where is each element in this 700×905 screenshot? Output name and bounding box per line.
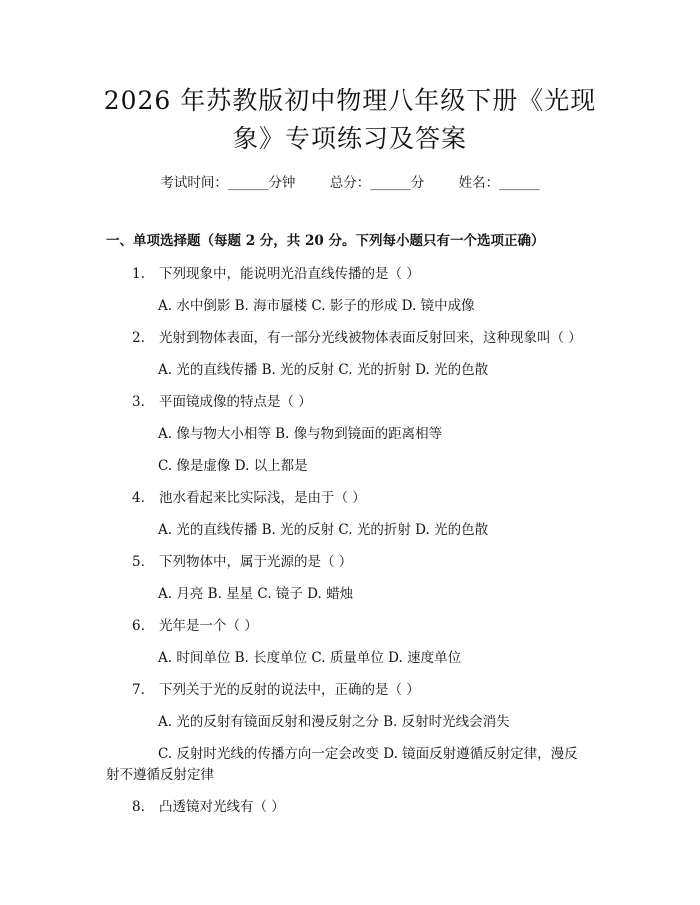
question-1 bbox=[132, 262, 420, 282]
question-2 bbox=[132, 326, 582, 346]
question-number: 6. bbox=[132, 618, 145, 634]
question-stem: 池水看起来比实际浅，是由于（ ） bbox=[159, 490, 366, 506]
section-heading: 一、单项选择题（每题 2 分，共 20 分。下列每小题只有一个选项正确） bbox=[106, 233, 545, 249]
title-line-2: 象》专项练习及答案 bbox=[232, 124, 467, 153]
question-4-options: A. 光的直线传播 B. 光的反射 C. 光的折射 D. 光的色散 bbox=[158, 522, 489, 538]
question-3-options-line-2: C. 像是虚像 D. 以上都是 bbox=[158, 458, 308, 474]
question-5-options: A. 月亮 B. 星星 C. 镜子 D. 蜡烛 bbox=[158, 586, 354, 602]
question-7-options-line-1: A. 光的反射有镜面反射和漫反射之分 B. 反射时光线会消失 bbox=[158, 714, 510, 730]
question-4 bbox=[132, 486, 366, 506]
question-2-options: A. 光的直线传播 B. 光的反射 C. 光的折射 D. 光的色散 bbox=[158, 362, 489, 378]
question-1-options: A. 水中倒影 B. 海市蜃楼 C. 影子的形成 D. 镜中成像 bbox=[158, 298, 475, 314]
question-stem: 凸透镜对光线有（ ） bbox=[159, 799, 285, 815]
exam-info-line: 考试时间：______分钟 总分：______分 姓名：______ bbox=[160, 175, 540, 191]
question-number: 2. bbox=[132, 330, 145, 346]
question-5 bbox=[132, 550, 352, 570]
question-stem: 下列关于光的反射的说法中，正确的是（ ） bbox=[159, 682, 420, 698]
question-6 bbox=[132, 614, 258, 634]
question-stem: 平面镜成像的特点是（ ） bbox=[159, 394, 312, 410]
question-7-options-line-3: 射不遵循反射定律 bbox=[106, 767, 214, 783]
document-title bbox=[90, 82, 610, 158]
question-stem: 下列现象中，能说明光沿直线传播的是（ ） bbox=[159, 266, 420, 282]
question-7-options-line-2: C. 反射时光线的传播方向一定会改变 D. 镜面反射遵循反射定律，漫反 bbox=[158, 746, 578, 762]
question-number: 8. bbox=[132, 799, 145, 815]
question-stem: 光年是一个（ ） bbox=[159, 618, 258, 634]
question-3 bbox=[132, 390, 312, 410]
question-number: 7. bbox=[132, 682, 145, 698]
question-7 bbox=[132, 678, 420, 698]
question-number: 1. bbox=[132, 266, 145, 282]
question-stem: 下列物体中，属于光源的是（ ） bbox=[159, 554, 353, 570]
question-8 bbox=[132, 795, 285, 815]
title-line-1: 2026 年苏教版初中物理八年级下册《光现 bbox=[103, 86, 597, 115]
question-6-options: A. 时间单位 B. 长度单位 C. 质量单位 D. 速度单位 bbox=[158, 650, 462, 666]
question-stem: 光射到物体表面，有一部分光线被物体表面反射回来，这种现象叫（ ） bbox=[159, 330, 582, 346]
question-number: 5. bbox=[132, 554, 145, 570]
question-number: 3. bbox=[132, 394, 145, 410]
question-3-options-line-1: A. 像与物大小相等 B. 像与物到镜面的距离相等 bbox=[158, 426, 443, 442]
question-number: 4. bbox=[132, 490, 145, 506]
